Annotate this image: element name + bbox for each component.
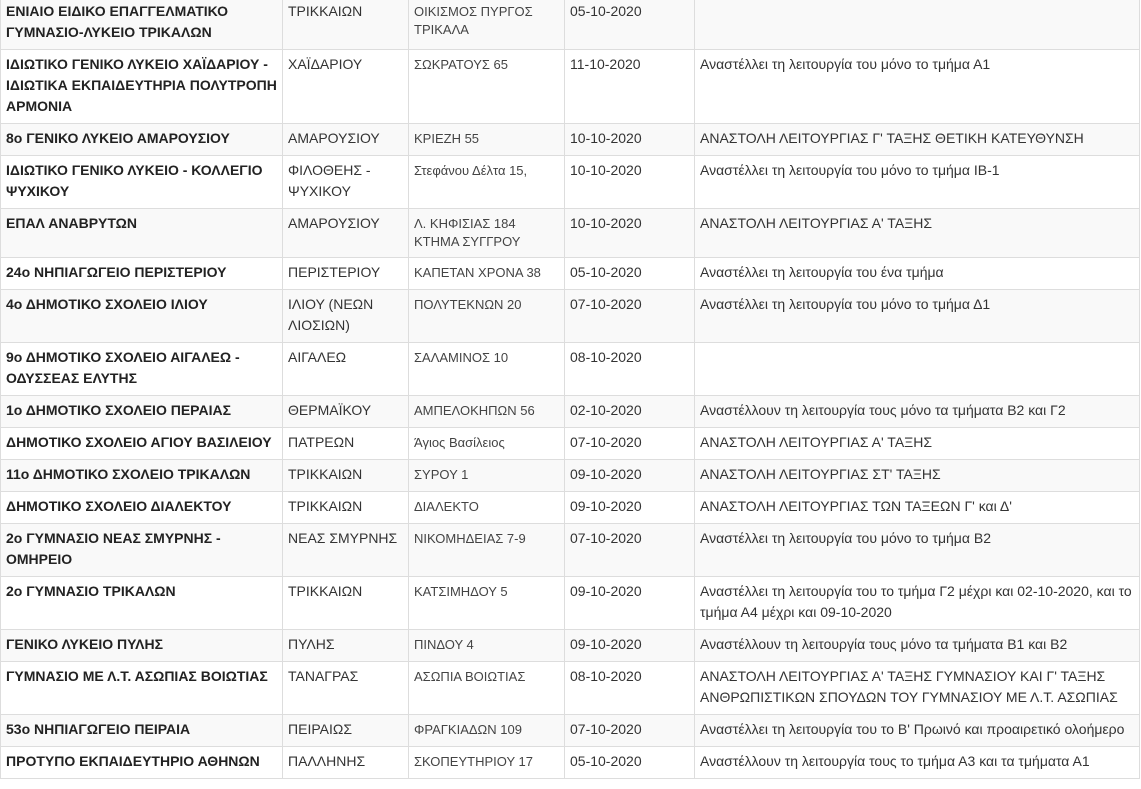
- municipality-cell: ΑΜΑΡΟΥΣΙΟΥ: [283, 209, 409, 258]
- date-cell: 07-10-2020: [565, 524, 695, 577]
- note-cell: Αναστέλλει τη λειτουργία του μόνο το τμήμα Δ1: [695, 290, 1140, 343]
- municipality-cell: ΙΛΙΟΥ (ΝΕΩΝ ΛΙΟΣΙΩΝ): [283, 290, 409, 343]
- note-cell: ΑΝΑΣΤΟΛΗ ΛΕΙΤΟΥΡΓΙΑΣ Α' ΤΑΞΗΣ ΓΥΜΝΑΣΙΟΥ ΚΑΙ Γ' ΤΑΞΗΣ ΑΝΘΡΩΠΙΣΤΙΚΩΝ ΣΠΟΥΔΩΝ ΤΟΥ ΓΥΜΝΑΣΙΟΥ ΜΕ Λ.Τ. ΑΣΩΠΙΑΣ: [695, 662, 1140, 715]
- table-row: [1, 577, 1140, 630]
- date-cell: 05-10-2020: [565, 258, 695, 290]
- table-row: [1, 290, 1140, 343]
- date-cell: 09-10-2020: [565, 630, 695, 662]
- school-name-cell: ΓΕΝΙΚΟ ΛΥΚΕΙΟ ΠΥΛΗΣ: [1, 630, 283, 662]
- date-cell: 09-10-2020: [565, 460, 695, 492]
- date-cell: 08-10-2020: [565, 343, 695, 396]
- school-name-cell: ΔΗΜΟΤΙΚΟ ΣΧΟΛΕΙΟ ΑΓΙΟΥ ΒΑΣΙΛΕΙΟΥ: [1, 428, 283, 460]
- address-cell: ΚΡΙΕΖΗ 55: [409, 124, 565, 156]
- note-cell: [695, 343, 1140, 396]
- municipality-cell: ΠΑΤΡΕΩΝ: [283, 428, 409, 460]
- note-cell: Αναστέλλει τη λειτουργία του το Β' Πρωινό και προαιρετικό ολοήμερο: [695, 715, 1140, 747]
- address-cell: ΑΜΠΕΛΟΚΗΠΩΝ 56: [409, 396, 565, 428]
- school-name-cell: 11ο ΔΗΜΟΤΙΚΟ ΣΧΟΛΕΙΟ ΤΡΙΚΑΛΩΝ: [1, 460, 283, 492]
- municipality-cell: ΤΡΙΚΚΑΙΩΝ: [283, 577, 409, 630]
- municipality-cell: ΑΜΑΡΟΥΣΙΟΥ: [283, 124, 409, 156]
- date-cell: 05-10-2020: [565, 0, 695, 50]
- note-cell: Αναστέλλει τη λειτουργία του μόνο το τμήμα ΙΒ-1: [695, 156, 1140, 209]
- date-cell: 10-10-2020: [565, 156, 695, 209]
- school-name-cell: 9ο ΔΗΜΟΤΙΚΟ ΣΧΟΛΕΙΟ ΑΙΓΑΛΕΩ - ΟΔΥΣΣΕΑΣ ΕΛΥΤΗΣ: [1, 343, 283, 396]
- school-name-cell: ΙΔΙΩΤΙΚΟ ΓΕΝΙΚΟ ΛΥΚΕΙΟ ΧΑΪΔΑΡΙΟΥ - ΙΔΙΩΤΙΚΑ ΕΚΠΑΙΔΕΥΤΗΡΙΑ ΠΟΛΥΤΡΟΠΗ ΑΡΜΟΝΙΑ: [1, 50, 283, 124]
- date-cell: 02-10-2020: [565, 396, 695, 428]
- municipality-cell: ΘΕΡΜΑΪΚΟΥ: [283, 396, 409, 428]
- date-cell: 08-10-2020: [565, 662, 695, 715]
- date-cell: 09-10-2020: [565, 492, 695, 524]
- address-cell: ΑΣΩΠΙΑ ΒΟΙΩΤΙΑΣ: [409, 662, 565, 715]
- table-row: [1, 0, 1140, 50]
- school-name-cell: ΠΡΟΤΥΠΟ ΕΚΠΑΙΔΕΥΤΗΡΙΟ ΑΘΗΝΩΝ: [1, 747, 283, 779]
- municipality-cell: ΑΙΓΑΛΕΩ: [283, 343, 409, 396]
- address-cell: ΣΚΟΠΕΥΤΗΡΙΟΥ 17: [409, 747, 565, 779]
- municipality-cell: ΤΡΙΚΚΑΙΩΝ: [283, 492, 409, 524]
- municipality-cell: ΤΑΝΑΓΡΑΣ: [283, 662, 409, 715]
- municipality-cell: ΧΑΪΔΑΡΙΟΥ: [283, 50, 409, 124]
- address-cell: ΚΑΠΕΤΑΝ ΧΡΟΝΑ 38: [409, 258, 565, 290]
- municipality-cell: ΤΡΙΚΚΑΙΩΝ: [283, 460, 409, 492]
- table-row: [1, 258, 1140, 290]
- address-cell: ΦΡΑΓΚΙΑΔΩΝ 109: [409, 715, 565, 747]
- table-row: [1, 662, 1140, 715]
- address-cell: Λ. ΚΗΦΙΣΙΑΣ 184 ΚΤΗΜΑ ΣΥΓΓΡΟΥ: [409, 209, 565, 258]
- date-cell: 05-10-2020: [565, 747, 695, 779]
- note-cell: Αναστέλλει τη λειτουργία του μόνο το τμήμα Β2: [695, 524, 1140, 577]
- table-row: [1, 396, 1140, 428]
- date-cell: 10-10-2020: [565, 124, 695, 156]
- table-row: [1, 343, 1140, 396]
- municipality-cell: ΠΕΡΙΣΤΕΡΙΟΥ: [283, 258, 409, 290]
- municipality-cell: ΦΙΛΟΘΕΗΣ - ΨΥΧΙΚΟΥ: [283, 156, 409, 209]
- school-name-cell: 24ο ΝΗΠΙΑΓΩΓΕΙΟ ΠΕΡΙΣΤΕΡΙΟΥ: [1, 258, 283, 290]
- table-row: [1, 428, 1140, 460]
- note-cell: ΑΝΑΣΤΟΛΗ ΛΕΙΤΟΥΡΓΙΑΣ Α' ΤΑΞΗΣ: [695, 428, 1140, 460]
- date-cell: 09-10-2020: [565, 577, 695, 630]
- date-cell: 07-10-2020: [565, 290, 695, 343]
- address-cell: ΠΟΛΥΤΕΚΝΩΝ 20: [409, 290, 565, 343]
- school-name-cell: ΔΗΜΟΤΙΚΟ ΣΧΟΛΕΙΟ ΔΙΑΛΕΚΤΟΥ: [1, 492, 283, 524]
- school-name-cell: 2ο ΓΥΜΝΑΣΙΟ ΝΕΑΣ ΣΜΥΡΝΗΣ - ΟΜΗΡΕΙΟ: [1, 524, 283, 577]
- school-name-cell: ΓΥΜΝΑΣΙΟ ΜΕ Λ.Τ. ΑΣΩΠΙΑΣ ΒΟΙΩΤΙΑΣ: [1, 662, 283, 715]
- date-cell: 07-10-2020: [565, 715, 695, 747]
- municipality-cell: ΠΕΙΡΑΙΩΣ: [283, 715, 409, 747]
- date-cell: 07-10-2020: [565, 428, 695, 460]
- address-cell: Στεφάνου Δέλτα 15,: [409, 156, 565, 209]
- table-row: [1, 524, 1140, 577]
- table-row: [1, 50, 1140, 124]
- school-name-cell: 8ο ΓΕΝΙΚΟ ΛΥΚΕΙΟ ΑΜΑΡΟΥΣΙΟΥ: [1, 124, 283, 156]
- table-row: [1, 156, 1140, 209]
- table-row: [1, 747, 1140, 779]
- address-cell: ΟΙΚΙΣΜΟΣ ΠΥΡΓΟΣ ΤΡΙΚΑΛΑ: [409, 0, 565, 50]
- school-name-cell: 53ο ΝΗΠΙΑΓΩΓΕΙΟ ΠΕΙΡΑΙΑ: [1, 715, 283, 747]
- note-cell: ΑΝΑΣΤΟΛΗ ΛΕΙΤΟΥΡΓΙΑΣ Γ' ΤΑΞΗΣ ΘΕΤΙΚΗ ΚΑΤΕΥΘΥΝΣΗ: [695, 124, 1140, 156]
- note-cell: ΑΝΑΣΤΟΛΗ ΛΕΙΤΟΥΡΓΙΑΣ ΣΤ' ΤΑΞΗΣ: [695, 460, 1140, 492]
- note-cell: Αναστέλλουν τη λειτουργία τους μόνο τα τμήματα Β1 και Β2: [695, 630, 1140, 662]
- address-cell: ΣΩΚΡΑΤΟΥΣ 65: [409, 50, 565, 124]
- table-body: [1, 0, 1140, 779]
- table-row: [1, 124, 1140, 156]
- school-name-cell: 2ο ΓΥΜΝΑΣΙΟ ΤΡΙΚΑΛΩΝ: [1, 577, 283, 630]
- school-name-cell: ΕΠΑΛ ΑΝΑΒΡΥΤΩΝ: [1, 209, 283, 258]
- school-name-cell: ΙΔΙΩΤΙΚΟ ΓΕΝΙΚΟ ΛΥΚΕΙΟ - ΚΟΛΛΕΓΙΟ ΨΥΧΙΚΟΥ: [1, 156, 283, 209]
- date-cell: 10-10-2020: [565, 209, 695, 258]
- address-cell: ΣΑΛΑΜΙΝΟΣ 10: [409, 343, 565, 396]
- note-cell: Αναστέλλει τη λειτουργία του μόνο το τμήμα Α1: [695, 50, 1140, 124]
- table-row: [1, 492, 1140, 524]
- address-cell: ΝΙΚΟΜΗΔΕΙΑΣ 7-9: [409, 524, 565, 577]
- table-row: [1, 460, 1140, 492]
- school-name-cell: 4ο ΔΗΜΟΤΙΚΟ ΣΧΟΛΕΙΟ ΙΛΙΟΥ: [1, 290, 283, 343]
- note-cell: Αναστέλλει τη λειτουργία του το τμήμα Γ2 μέχρι και 02-10-2020, και το τμήμα Α4 μέχρι και 09-10-2020: [695, 577, 1140, 630]
- note-cell: Αναστέλλουν τη λειτουργία τους το τμήμα Α3 και τα τμήματα Α1: [695, 747, 1140, 779]
- municipality-cell: ΠΑΛΛΗΝΗΣ: [283, 747, 409, 779]
- table-row: [1, 209, 1140, 258]
- note-cell: [695, 0, 1140, 50]
- note-cell: ΑΝΑΣΤΟΛΗ ΛΕΙΤΟΥΡΓΙΑΣ Α' ΤΑΞΗΣ: [695, 209, 1140, 258]
- address-cell: ΣΥΡΟΥ 1: [409, 460, 565, 492]
- table-row: [1, 630, 1140, 662]
- municipality-cell: ΠΥΛΗΣ: [283, 630, 409, 662]
- note-cell: Αναστέλλουν τη λειτουργία τους μόνο τα τμήματα Β2 και Γ2: [695, 396, 1140, 428]
- school-name-cell: ΕΝΙΑΙΟ ΕΙΔΙΚΟ ΕΠΑΓΓΕΛΜΑΤΙΚΟ ΓΥΜΝΑΣΙΟ-ΛΥΚΕΙΟ ΤΡΙΚΑΛΩΝ: [1, 0, 283, 50]
- school-name-cell: 1ο ΔΗΜΟΤΙΚΟ ΣΧΟΛΕΙΟ ΠΕΡΑΙΑΣ: [1, 396, 283, 428]
- date-cell: 11-10-2020: [565, 50, 695, 124]
- address-cell: Άγιος Βασίλειος: [409, 428, 565, 460]
- table-row: [1, 715, 1140, 747]
- address-cell: ΚΑΤΣΙΜΗΔΟΥ 5: [409, 577, 565, 630]
- note-cell: Αναστέλλει τη λειτουργία του ένα τμήμα: [695, 258, 1140, 290]
- address-cell: ΠΙΝΔΟΥ 4: [409, 630, 565, 662]
- municipality-cell: ΤΡΙΚΚΑΙΩΝ: [283, 0, 409, 50]
- note-cell: ΑΝΑΣΤΟΛΗ ΛΕΙΤΟΥΡΓΙΑΣ ΤΩΝ ΤΑΞΕΩΝ Γ' και Δ': [695, 492, 1140, 524]
- address-cell: ΔΙΑΛΕΚΤΟ: [409, 492, 565, 524]
- municipality-cell: ΝΕΑΣ ΣΜΥΡΝΗΣ: [283, 524, 409, 577]
